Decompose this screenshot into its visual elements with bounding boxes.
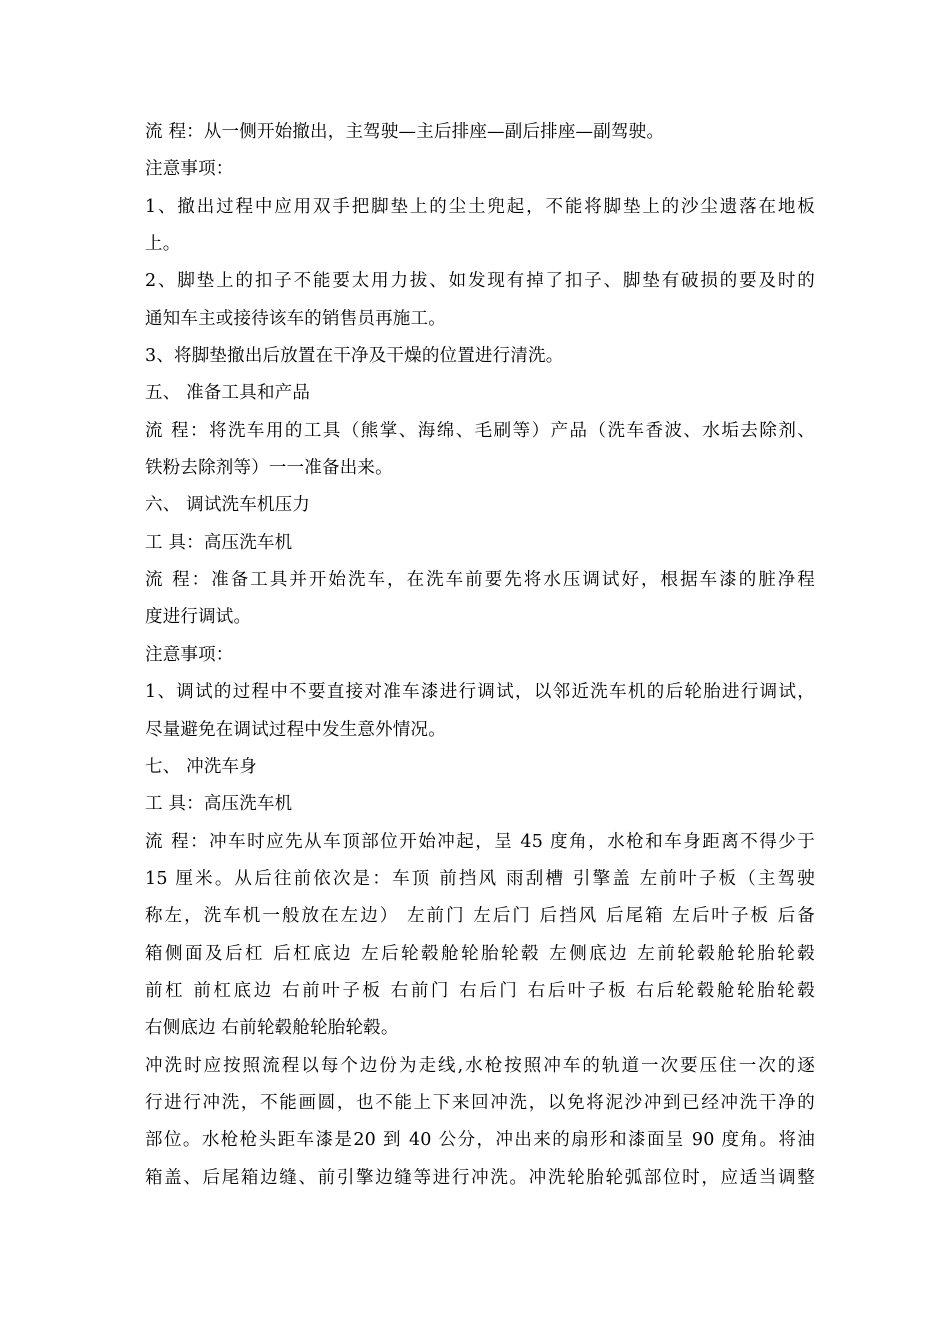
text-line-process-6-cont: 度进行调试。 — [145, 607, 252, 628]
text-line-tools-6: 工 具：高压洗车机 — [145, 532, 293, 553]
text-line-process-7-e: 前杠 前杠底边 右前叶子板 右前门 右后门 右后叶子板 右后轮毂舱轮胎轮毂 — [145, 980, 815, 1001]
text-line-process-7-d: 箱侧面及后杠 后杠底边 左后轮毂舱轮胎轮毂 左侧底边 左前轮毂舱轮胎轮毂 — [145, 943, 815, 964]
text-line-note-6-1-cont: 尽量避免在调试过程中发生意外情况。 — [145, 719, 446, 740]
text-line-note-1: 1、撤出过程中应用双手把脚垫上的尘土兜起，不能将脚垫上的沙尘遗落在地板 — [145, 196, 815, 217]
text-line-process-7-f: 右侧底边 右前轮毂舱轮胎轮毂。 — [145, 1018, 399, 1039]
text-line-process-7-c: 称左，洗车机一般放在左边） 左前门 左后门 后挡风 后尾箱 左后叶子板 后备 — [145, 906, 815, 927]
text-line-wash-1: 冲洗时应按照流程以每个边份为走线,水枪按照冲车的轨道一次要压住一次的逐 — [145, 1055, 815, 1076]
text-line-process-6: 流 程：准备工具并开始洗车，在洗车前要先将水压调试好，根据车漆的脏净程 — [145, 570, 815, 591]
section-heading-5: 五、 准备工具和产品 — [145, 383, 311, 404]
text-line-wash-3: 部位。水枪枪头距车漆是20 到 40 公分，冲出来的扇形和漆面呈 90 度角。将油 — [145, 1130, 815, 1151]
text-line-notes-label-6: 注意事项： — [145, 644, 234, 665]
text-line-note-2-cont: 通知车主或接待该车的销售员再施工。 — [145, 308, 446, 329]
document-body — [145, 114, 815, 1197]
text-line-process-5-cont: 铁粉去除剂等）一一准备出来。 — [145, 458, 393, 479]
text-line-process: 流 程：从一侧开始撤出，主驾驶—主后排座—副后排座—副驾驶。 — [145, 122, 665, 142]
section-heading-6: 六、 调试洗车机压力 — [145, 495, 311, 516]
text-line-wash-2: 行进行冲洗，不能画圆，也不能上下来回冲洗，以免将泥沙冲到已经冲洗干净的 — [145, 1092, 815, 1113]
text-line-wash-4: 箱盖、后尾箱边缝、前引擎边缝等进行冲洗。冲洗轮胎轮弧部位时，应适当调整 — [145, 1167, 815, 1188]
text-line-note-6-1: 1、调试的过程中不要直接对准车漆进行调试，以邻近洗车机的后轮胎进行调试， — [145, 682, 815, 703]
text-line-notes-label: 注意事项： — [145, 159, 234, 180]
text-line-note-3: 3、将脚垫撤出后放置在干净及干燥的位置进行清洗。 — [145, 346, 564, 367]
text-line-note-2: 2、脚垫上的扣子不能要太用力拔、如发现有掉了扣子、脚垫有破损的要及时的 — [145, 271, 815, 292]
text-line-process-7-b: 15 厘米。从后往前依次是：车顶 前挡风 雨刮槽 引擎盖 左前叶子板（主驾驶 — [145, 868, 815, 889]
text-line-note-1-cont: 上。 — [145, 234, 181, 255]
text-line-tools-7: 工 具：高压洗车机 — [145, 794, 293, 815]
text-line-process-7: 流 程：冲车时应先从车顶部位开始冲起，呈 45 度角，水枪和车身距离不得少于 — [145, 831, 815, 852]
section-heading-7: 七、 冲洗车身 — [145, 756, 257, 777]
text-line-process-5: 流 程：将洗车用的工具（熊掌、海绵、毛刷等）产品（洗车香波、水垢去除剂、 — [145, 420, 815, 441]
